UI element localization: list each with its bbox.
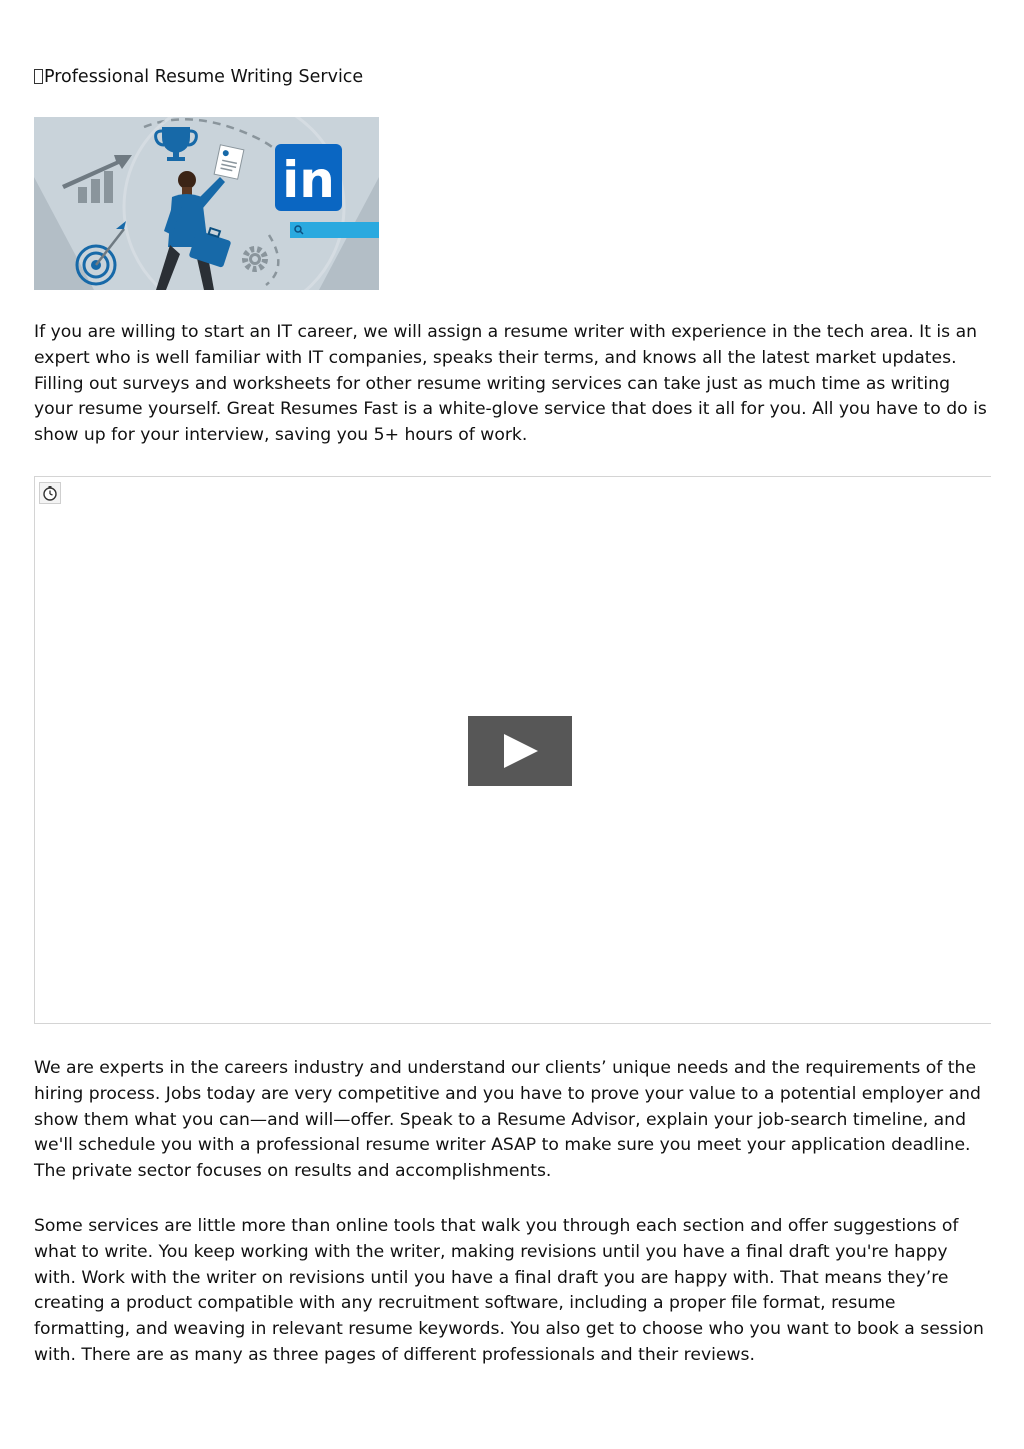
page-title <box>34 66 363 88</box>
hero-illustration <box>34 117 379 290</box>
clock-icon <box>39 482 61 504</box>
paragraph-1: If you are willing to start an IT career, we will assign a resume writer with experience in the tech area. It is an expert who is well familiar with IT companies, speaks their terms, and knows all the latest market updates. Filling out surveys and worksheets for other resume writing services can take just as much time as writing your resume yourself. Great Resumes Fast is a white-glove service that does it all for you. All you have to do is show up for your interview, saving you 5+ hours of work. <box>34 322 987 446</box>
search-bar-graphic <box>290 222 379 238</box>
play-button[interactable] <box>468 716 572 786</box>
play-icon <box>468 716 572 786</box>
video-player[interactable] <box>34 476 991 1024</box>
paragraph-3: Some services are little more than online tools that walk you through each section and offer suggestions of what to write. You keep working with the writer, making revisions until you have a final draft you're happy with. Work with the writer on revisions until you have a final draft you are happy with. That means they’re creating a product compatible with any recruitment software, including a proper file format, resume formatting, and weaving in relevant resume keywords. You also get to choose who you want to book a session with. There are as many as three pages of different professionals and their reviews. <box>34 1216 984 1365</box>
svg-text:in: in <box>282 151 335 209</box>
paragraph-2: We are experts in the careers industry and understand our clients’ unique needs and the requirements of the hiring process. Jobs today are very competitive and you have to prove your value to a potential employer and show them what you can—and will—offer. Speak to a Resume Advisor, explain your job-search timeline, and we'll schedule you with a professional resume writer ASAP to make sure you meet your application deadline. The private sector focuses on results and accomplishments. <box>34 1058 981 1182</box>
page-title-text: Professional Resume Writing Service <box>44 67 364 87</box>
missing-glyph-icon <box>34 69 43 84</box>
linkedin-logo <box>275 144 342 211</box>
